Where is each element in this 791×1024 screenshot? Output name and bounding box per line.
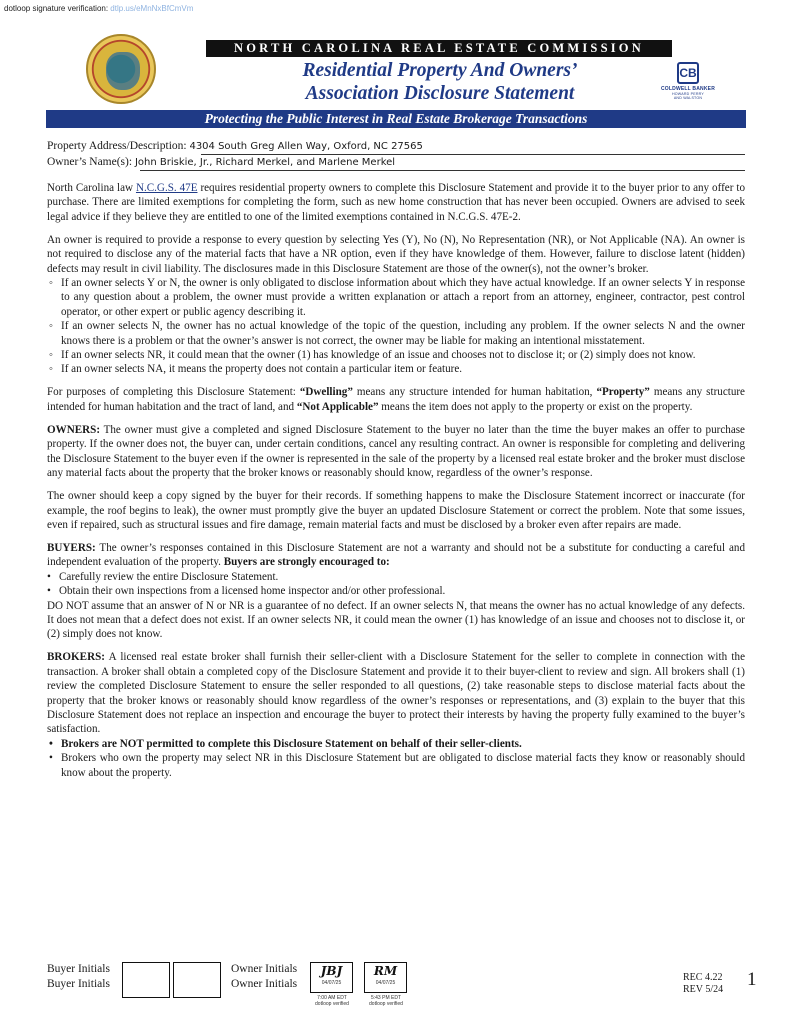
broker-list <box>47 737 745 780</box>
owner-initials-label-1: Owner Initials <box>231 963 298 975</box>
intro-text-end: requires residential property owners to complete this Disclosure Statement and provide it to the buyer prior to any offer to purchase. There are limited exemptions for completing the form, such as new home construction that has never been occupied. Owners are advised to seek legal advice if they believe they are entitled to one of the limited exemptions contained in N.C.G.S. 47E-2. <box>47 182 745 223</box>
tagline-banner: Protecting the Public Interest in Real Estate Brokerage Transactions <box>46 110 746 128</box>
ncgs-47e-link[interactable]: N.C.G.S. 47E <box>135 182 198 194</box>
no-guarantee-paragraph: DO NOT assume that an answer of N or NR is a guarantee of no defect. If an owner selects N, that means the owner has no actual knowledge of any defects. It does not mean that a defect does not exist. If an owner selects NR, it could mean the owner (1) has knowledge of an issue and chooses not to disclose it, or (2) simply does not know. <box>47 599 745 641</box>
verification-id-link[interactable]: dtlp.us/eMnNxBfCmVm <box>110 4 194 13</box>
brand-sub-2: AND WALSTON <box>673 96 703 100</box>
owner-2-date: 04/07/25 <box>375 980 396 986</box>
owner-names-label: Owner’s Name(s): <box>47 156 133 168</box>
brand-name: COLDWELL BANKER <box>660 86 715 92</box>
def-text: means the item does not apply to the property or exist on the property. <box>378 400 693 413</box>
brand-sub-1: HOWARD PERRY <box>672 92 704 96</box>
list-item: ◦ If an owner selects Y or N, the owner is only obligated to disclose information about which they have actual knowledge. If an owner selects Y in response to any question about a problem, the owner must provide a written explanation or attach a report from an attorney, engineer, contractor, pest control operator, or other expert or public agency describing it. <box>47 276 745 319</box>
owners-text: The owner must give a completed and signed Disclosure Statement to the buyer no later than the time the buyer makes an offer to purchase property. If the owner does not, the buyer can, under certain conditions, cancel any resulting contract. An owner is responsible for completing and delivering the Disclosure Statement to the buyer even if the owner is represented in the sale of the property by a licensed real estate broker and the broker must disclose any material facts about the property that the broker knows or reasonably should know, regardless of the owner’s response. <box>47 423 745 480</box>
buyer-initials-box-2[interactable] <box>173 962 221 998</box>
owner-initials-box-2[interactable] <box>364 962 407 993</box>
title-line-1: Residential Property And Owners’ <box>302 60 578 81</box>
list-item: ◦ If an owner selects NR, it could mean that the owner (1) has knowledge of an issue and chooses not to disclose it; or (2) simply does not know. <box>47 348 745 362</box>
owner-initials-label-2: Owner Initials <box>231 978 298 990</box>
list-item: • Brokers are NOT permitted to complete this Disclosure Statement on behalf of their seller-clients. <box>47 737 745 751</box>
owners-underline <box>140 170 745 171</box>
address-underline <box>201 154 745 155</box>
list-item: • Carefully review the entire Disclosure Statement. <box>47 570 745 584</box>
owner-names-field[interactable]: John Briskie, Jr., Richard Merkel, and Marlene Merkel <box>134 157 396 168</box>
document-title <box>250 59 630 105</box>
def-property: “Property” <box>596 386 650 399</box>
response-paragraph: An owner is required to provide a response to every question by selecting Yes (Y), No (N), No Representation (NR), or Not Applicable (NA). An owner is not required to disclose any of the material facts that have a NR option, even if they have knowledge of them. However, failure to disclose latent (hidden) defects may result in civil liability. The disclosures made in this Disclosure Statement are those of the owner(s), not the owner’s broker. <box>47 233 745 275</box>
intro-paragraph <box>47 181 745 224</box>
title-line-2: Association Disclosure Statement <box>305 83 575 104</box>
cb-logo-icon: CB <box>677 62 699 84</box>
owner-2-initials: RM <box>373 964 398 978</box>
form-revision <box>683 972 723 996</box>
dotloop-verification <box>4 4 193 13</box>
def-text: means any structure intended for human habitation, <box>352 386 597 399</box>
page-number: 1 <box>747 969 757 990</box>
property-address-label: Property Address/Description: <box>47 140 187 152</box>
def-text: For purposes of completing this Disclosure Statement: <box>47 386 300 399</box>
property-address-field[interactable]: 4304 South Greg Allen Way, Oxford, NC 27565 <box>189 141 423 152</box>
buyer-initials-label-2: Buyer Initials <box>47 978 110 990</box>
owner-names-row <box>47 156 395 168</box>
nc-seal-icon <box>86 34 156 104</box>
buyers-heading: BUYERS: <box>47 541 96 554</box>
rev-date: REV 5/24 <box>683 984 724 995</box>
owner-2-verified: dotloop verified <box>369 1001 403 1007</box>
def-not-applicable: “Not Applicable” <box>296 400 379 413</box>
rec-number: REC 4.22 <box>683 972 723 983</box>
list-item: • Brokers who own the property may select NR in this Disclosure Statement but are obligated to disclose material facts they know or reasonably should know about the property. <box>47 751 745 780</box>
buyers-encouraged: Buyers are strongly encouraged to: <box>223 556 390 569</box>
disclosure-body <box>47 181 745 789</box>
response-bullets <box>47 276 745 377</box>
owner-2-time: 5:43 PM EDT <box>370 995 401 1001</box>
def-dwelling: “Dwelling” <box>299 386 353 399</box>
property-address-row <box>47 140 423 152</box>
coldwell-banker-logo <box>652 62 724 100</box>
list-item: • Obtain their own inspections from a licensed home inspector and/or other professional. <box>47 584 745 598</box>
buyer-initials-label-1: Buyer Initials <box>47 963 110 975</box>
def-text: means any structure intended for human habitation and the tract of land, and <box>47 386 745 413</box>
verification-label: dotloop signature verification: <box>4 4 109 13</box>
owner-1-signature-meta <box>302 995 362 1007</box>
list-item: ◦ If an owner selects N, the owner has no actual knowledge of the topic of the question, including any problem. If the owner selects N and the owner knows there is a problem or that the owner’s answer is not correct, the owner may be liable for making an intentional misstatement. <box>47 319 745 348</box>
buyers-paragraph <box>47 541 745 570</box>
owner-1-time: 7:00 AM EDT <box>317 995 347 1001</box>
owner-1-initials: JBJ <box>320 964 343 978</box>
buyer-list <box>47 570 745 599</box>
brokers-paragraph <box>47 650 745 736</box>
owner-1-verified: dotloop verified <box>315 1001 349 1007</box>
list-item: ◦ If an owner selects NA, it means the property does not contain a particular item or feature. <box>47 362 745 376</box>
commission-banner: NORTH CAROLINA REAL ESTATE COMMISSION <box>206 40 672 57</box>
buyer-initials-box-1[interactable] <box>122 962 170 998</box>
buyers-text: The owner’s responses contained in this Disclosure Statement are not a warranty and should not be a substitute for conducting a careful and independent evaluation of the property. <box>47 541 745 569</box>
intro-text-start: North Carolina law <box>47 182 136 194</box>
update-paragraph: The owner should keep a copy signed by the buyer for their records. If something happens to make the Disclosure Statement incorrect or inaccurate (for example, the roof begins to leak), the owner must promptly give the buyer an updated Disclosure Statement or correct the problem. Note that some issues, even if repaired, such as structural issues and fire damage, remain material facts and must be disclosed by a broker even after repairs are made. <box>47 490 745 531</box>
owner-2-signature-meta <box>356 995 416 1007</box>
brokers-text: A licensed real estate broker shall furnish their seller-client with a Disclosure Statement for the seller to complete in connection with the transaction. A broker shall obtain a completed copy of the Disclosure Statement and provide it to their buyer-client to review and sign. All brokers shall (1) review the completed Disclosure Statement to ensure the seller responded to all questions, (2) take reasonable steps to disclose material facts about the property that the broker knows or reasonably should know regardless of the owner’s responses or representations, and (3) explain to the buyer that this Disclosure Statement does not replace an inspection and encourage the buyer to protect their interests by having the property fully examined to the buyer’s satisfaction. <box>47 651 745 736</box>
brokers-heading: BROKERS: <box>47 651 105 664</box>
owners-heading: OWNERS: <box>47 423 101 436</box>
owner-initials-box-1[interactable] <box>310 962 353 993</box>
owner-1-date: 04/07/25 <box>321 980 342 986</box>
definitions-paragraph <box>47 385 745 414</box>
owners-paragraph <box>47 423 745 481</box>
